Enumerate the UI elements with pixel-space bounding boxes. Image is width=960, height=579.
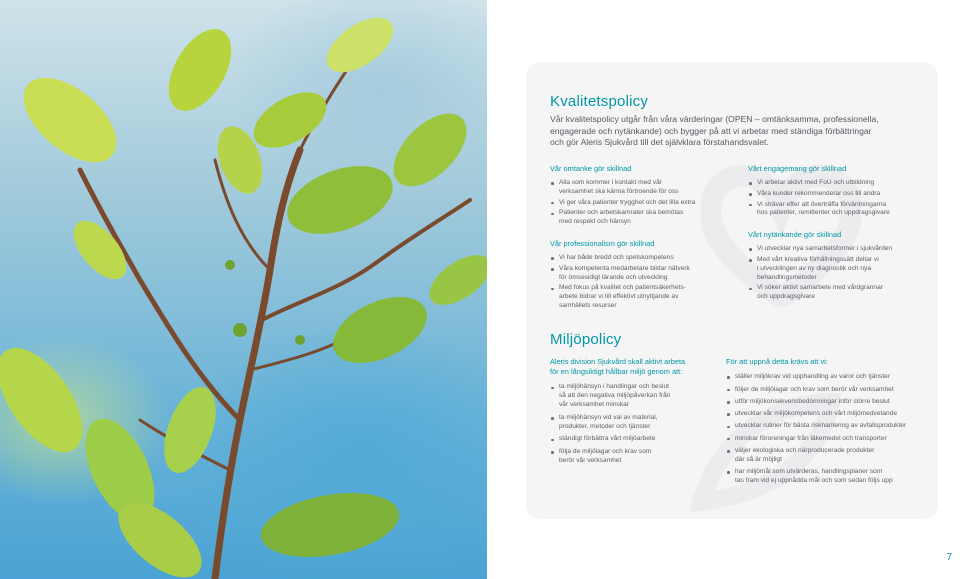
list-item <box>550 199 725 208</box>
list-item-line: berör vår verksamhet <box>559 456 622 464</box>
list-item-line: Våra kunder rekommenderar oss till andra <box>757 189 881 197</box>
list-item <box>748 256 933 282</box>
list-item-line: så att den negativa miljöpåverkan från <box>559 392 671 400</box>
list-item-line: följer de miljölagar och krav som berör vår verksamhet <box>735 385 894 393</box>
list-item-line: utvecklar vår miljökompetens och vårt miljömedvetande <box>735 410 897 418</box>
list-item-line: med respekt och hänsyn <box>559 218 631 226</box>
intro-line: engagerade och nytänkande) och bygger på att vi arbetar med ständiga förbättringar <box>550 125 872 136</box>
list-item-line: Vi utvecklar nya samarbetsformer i sjukvården <box>757 245 893 253</box>
list-item <box>550 383 720 409</box>
list-item-line: Med vårt kreativa förhållningssätt deltar vi <box>757 255 879 263</box>
environment-right-list <box>726 373 934 485</box>
leaves <box>0 7 487 579</box>
list-item-line: har miljömål som utvärderas, handlingsplaner som <box>735 468 883 476</box>
environment-intro-line: Aleris division Sjukvård skall aktivt arbeta <box>550 357 686 366</box>
list-item-line: Vi strävar efter att överträffa förväntningarna <box>757 200 887 208</box>
list-item <box>726 422 934 431</box>
list-item-line: ställer miljökrav vid upphandling av varor och tjänster <box>735 373 891 381</box>
quality-policy-intro <box>550 114 879 149</box>
list-item-line: verksamhet ska känna förtroende för oss <box>559 187 679 195</box>
list-item <box>726 447 934 465</box>
list-item-line: där så är möjligt <box>735 455 782 463</box>
quality-right-column <box>748 164 933 302</box>
list-item-line: väljer ekologiska och närproducerade produkter <box>735 446 875 454</box>
professionalism-list <box>550 254 725 311</box>
environment-left-column <box>550 357 720 466</box>
engagemang-heading: Vårt engagemang gör skillnad <box>748 164 847 173</box>
list-item-line: produkter, metoder och tjänster <box>559 422 651 430</box>
list-item-line: vår verksamhet minskar <box>559 401 629 408</box>
list-item-line: ständigt förbättra vårt miljöarbete <box>559 435 656 443</box>
nytankande-list <box>748 245 933 302</box>
environment-policy-heading: Miljöpolicy <box>550 331 622 348</box>
environment-requirements-heading: För att uppnå detta krävs att vi: <box>726 357 828 366</box>
list-item <box>550 209 725 227</box>
intro-line: Vår kvalitetspolicy utgår från våra värderingar (OPEN – omtänksamma, professionella, <box>550 114 879 124</box>
list-item-line: tas fram vid ej uppnådda mål och som sedan följs upp <box>735 476 893 484</box>
list-item <box>748 284 933 302</box>
professionalism-heading: Vår professionalism gör skillnad <box>550 238 655 248</box>
list-item <box>550 448 720 466</box>
list-item <box>726 398 934 407</box>
list-item <box>726 410 934 419</box>
list-item-line: Våra kompetenta medarbetare bildar nätverk <box>559 264 690 272</box>
list-item <box>550 414 720 432</box>
list-item <box>748 201 933 219</box>
list-item <box>726 373 934 382</box>
quality-policy-heading: Kvalitetspolicy <box>550 93 649 110</box>
list-item-line: samhällets resurser <box>559 301 617 309</box>
list-item-line: arbete bidrar vi till effektivt utnyttjande av <box>559 293 679 301</box>
environment-intro-line: för en långsiktigt hållbar miljö genom att: <box>550 367 683 377</box>
list-item <box>550 179 725 197</box>
list-item <box>726 386 934 395</box>
list-item-line: Alla som kommer i kontakt med vår <box>559 179 662 186</box>
list-item-line: i utvecklingen av ny diagnostik och nya <box>757 264 871 272</box>
environment-right-column <box>726 357 934 486</box>
list-item-line: och uppdragsgivare <box>757 293 815 301</box>
list-item-line: hos patienter, remittenter och uppdragsgivare <box>757 209 890 217</box>
page-number: 7 <box>946 552 952 563</box>
list-item-line: ta miljöhänsyn vid val av material, <box>559 413 658 421</box>
omtanke-list <box>550 179 725 227</box>
list-item-line: Vi arbetar aktivt med FoU och utbildning <box>757 179 875 186</box>
omtanke-heading: Vår omtanke gör skillnad <box>550 164 632 173</box>
list-item <box>726 435 934 444</box>
environment-left-list <box>550 383 720 465</box>
list-item <box>748 190 933 199</box>
quality-left-column <box>550 164 725 311</box>
list-item <box>748 179 933 188</box>
list-item-line: Med fokus på kvalitet och patientsäkerhets- <box>559 284 686 292</box>
nytankande-heading: Vårt nytänkande gör skillnad <box>748 230 842 240</box>
list-item-line: Vi ger våra patienter trygghet och det lilla extra <box>559 198 696 206</box>
list-item <box>550 254 725 263</box>
list-item <box>726 468 934 486</box>
list-item-line: Vi söker aktivt samarbete med vårdgrannar <box>757 284 883 292</box>
list-item-line: för ömsesidigt lärande och utveckling <box>559 273 668 281</box>
list-item-line: ta miljöhänsyn i handlingar och beslut <box>559 383 669 391</box>
list-item-line: Vi har både bredd och spetskompetens <box>559 253 674 261</box>
intro-line: och gör Aleris Sjukvård till det självklara förstahandsvalet. <box>550 137 769 148</box>
list-item <box>550 265 725 283</box>
list-item-line: följa de miljölagar och krav som <box>559 448 652 456</box>
list-item <box>550 435 720 444</box>
list-item-line: behandlingsmetoder <box>757 273 817 281</box>
list-item-line: Patienter och arbetskamrater ska bemötas <box>559 209 684 217</box>
environment-intro <box>550 357 720 377</box>
list-item-line: minskar föroreningar från läkemedel och transporter <box>735 434 887 442</box>
list-item-line: utför miljökonsekvensbedömningar inför större beslut <box>735 397 890 405</box>
list-item <box>550 284 725 310</box>
list-item-line: utvecklar rutiner för bästa riskhantering av avfallsprodukter <box>735 422 907 430</box>
engagemang-list <box>748 179 933 218</box>
list-item <box>748 245 933 254</box>
